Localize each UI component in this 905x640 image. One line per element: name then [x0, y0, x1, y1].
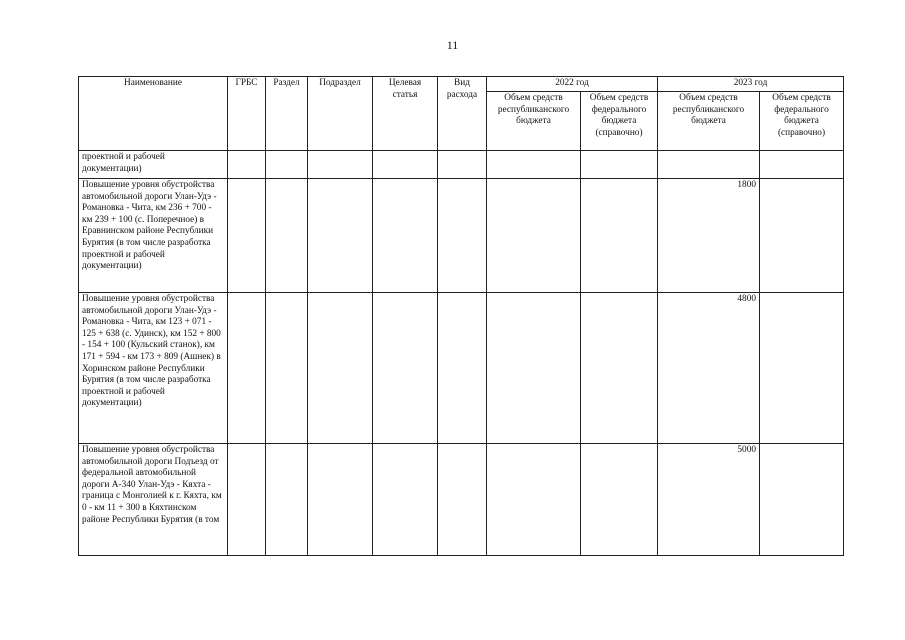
header-fed-budget-2023: Объем средств федерального бюджета (справочно) [760, 92, 844, 151]
header-expense-type: Вид расхода [438, 77, 487, 151]
header-name: Наименование [79, 77, 228, 151]
page-number: 11 [446, 38, 459, 52]
row-value-2023 [658, 151, 760, 179]
budget-table [78, 76, 844, 556]
row-value-2023: 1800 [658, 179, 760, 293]
table-row [79, 293, 844, 444]
row-name: Повышение уровня обустройства автомобильной дороги Улан-Удэ - Романовка - Чита, км 123 + 071 - 125 + 638 (с. Удинск), км 152 + 800 - 154 + 100 (Кульский станок), км 171 + 594 - км 173 + 809 (Ашнек) в Хоринском районе Республики Бурятия (в том числе разработка проектной и рабочей документации) [79, 293, 228, 444]
header-target: Целевая статья [373, 77, 438, 151]
header-year-2023: 2023 год [658, 77, 844, 92]
header-grbs: ГРБС [228, 77, 266, 151]
table-row [79, 444, 844, 556]
table-row [79, 151, 844, 179]
header-subsection: Подраздел [308, 77, 373, 151]
header-year-2022: 2022 год [487, 77, 658, 92]
header-section: Раздел [266, 77, 308, 151]
row-value-2023: 5000 [658, 444, 760, 556]
table-row [79, 179, 844, 293]
row-value-2023: 4800 [658, 293, 760, 444]
header-fed-budget-2022: Объем средств федерального бюджета (справочно) [581, 92, 658, 151]
header-rep-budget-2022: Объем средств республиканского бюджета [487, 92, 581, 151]
header-rep-budget-2023: Объем средств республиканского бюджета [658, 92, 760, 151]
row-name: Повышение уровня обустройства автомобильной дороги Подъезд от федеральной автомобильной дороги А-340 Улан-Удэ - Кяхта - граница с Монголией к г. Кяхта, км 0 - км 11 + 300 в Кяхтинском районе Республики Бурятия (в том [79, 444, 228, 556]
row-name: Повышение уровня обустройства автомобильной дороги Улан-Удэ - Романовка - Чита, км 236 + 700 - км 239 + 100 (с. Поперечное) в Еравнинском районе Республики Бурятия (в том числе разработка проектной и рабочей документации) [79, 179, 228, 293]
row-name: проектной и рабочей документации) [79, 151, 228, 179]
